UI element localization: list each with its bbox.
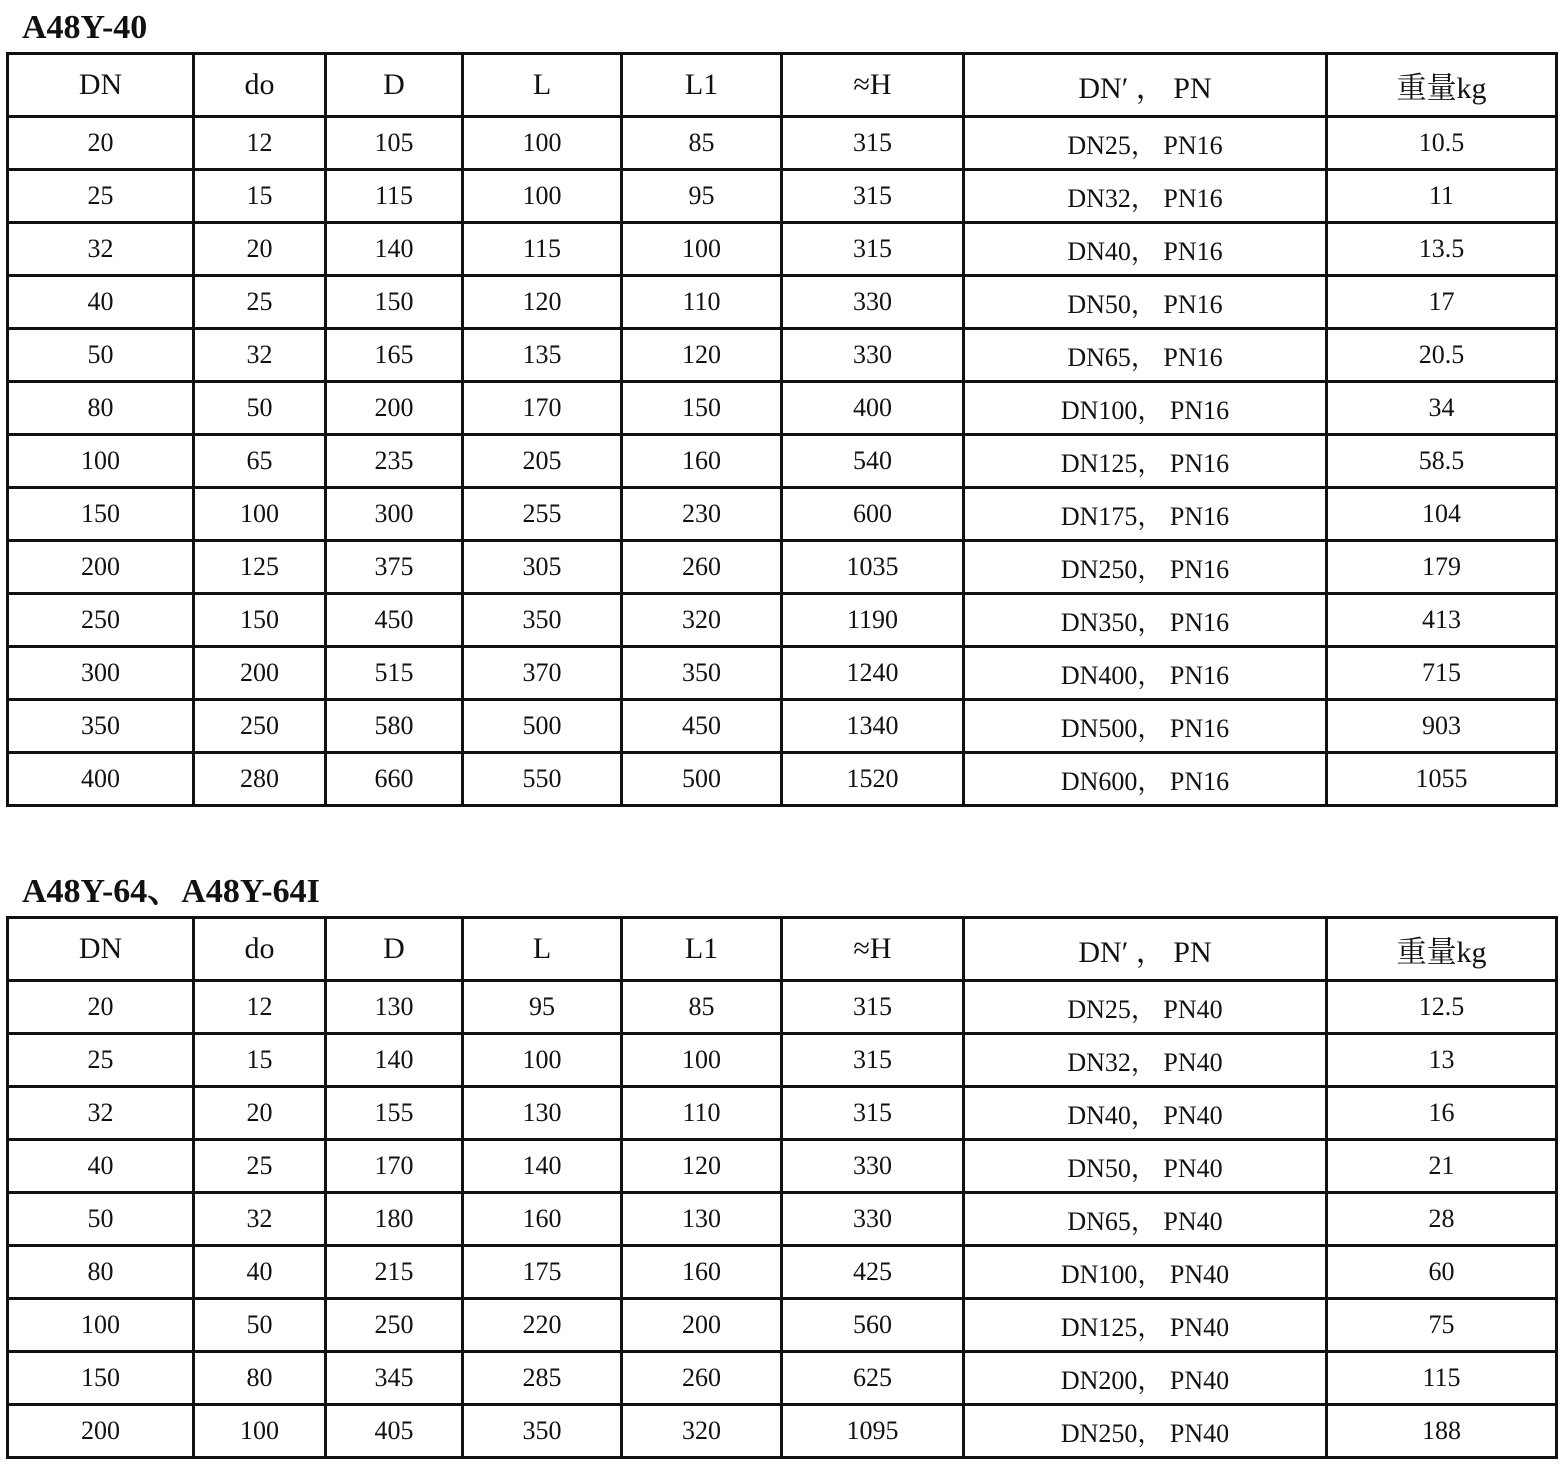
table-cell: DN32， PN40 <box>964 1034 1327 1087</box>
table-cell: 170 <box>326 1140 463 1193</box>
table-cell: 405 <box>326 1405 463 1458</box>
table-row <box>8 170 1557 223</box>
table-cell: 115 <box>463 223 622 276</box>
table-cell: 165 <box>326 329 463 382</box>
table-cell: 12 <box>194 981 326 1034</box>
table-cell: 120 <box>463 276 622 329</box>
column-header: do <box>194 54 326 117</box>
table-cell: 130 <box>622 1193 782 1246</box>
table-cell: 20 <box>8 117 194 170</box>
table-cell: 135 <box>463 329 622 382</box>
table-row <box>8 1140 1557 1193</box>
table-cell: 130 <box>326 981 463 1034</box>
table-cell: 350 <box>463 1405 622 1458</box>
table-cell: 315 <box>782 170 964 223</box>
table-cell: 540 <box>782 435 964 488</box>
table-cell: 450 <box>326 594 463 647</box>
table-row <box>8 329 1557 382</box>
table-cell: 330 <box>782 1193 964 1246</box>
table-cell: 50 <box>8 1193 194 1246</box>
table-cell: DN125， PN40 <box>964 1299 1327 1352</box>
table-cell: 150 <box>8 488 194 541</box>
table-cell: 12.5 <box>1327 981 1557 1034</box>
table-cell: 12 <box>194 117 326 170</box>
column-header: ≈H <box>782 54 964 117</box>
column-header: DN′ ， PN <box>964 54 1327 117</box>
table-cell: 660 <box>326 753 463 806</box>
table-cell: DN40， PN16 <box>964 223 1327 276</box>
column-header: DN′ ， PN <box>964 918 1327 981</box>
table-cell: 188 <box>1327 1405 1557 1458</box>
table-cell: 32 <box>194 1193 326 1246</box>
table-cell: 140 <box>326 1034 463 1087</box>
table-cell: DN350， PN16 <box>964 594 1327 647</box>
table-cell: 400 <box>8 753 194 806</box>
table-cell: 120 <box>622 329 782 382</box>
table-cell: 150 <box>194 594 326 647</box>
table-cell: 200 <box>8 1405 194 1458</box>
table-cell: 104 <box>1327 488 1557 541</box>
table-row <box>8 223 1557 276</box>
column-header: DN <box>8 54 194 117</box>
table-cell: 200 <box>194 647 326 700</box>
table-cell: 400 <box>782 382 964 435</box>
table-cell: DN200， PN40 <box>964 1352 1327 1405</box>
table-cell: 21 <box>1327 1140 1557 1193</box>
table-cell: 11 <box>1327 170 1557 223</box>
table-cell: 250 <box>8 594 194 647</box>
table-row <box>8 276 1557 329</box>
table-cell: 85 <box>622 117 782 170</box>
table-cell: 315 <box>782 1087 964 1140</box>
table-cell: DN25， PN16 <box>964 117 1327 170</box>
table-cell: DN400， PN16 <box>964 647 1327 700</box>
column-header: L1 <box>622 918 782 981</box>
table-cell: 260 <box>622 1352 782 1405</box>
table-cell: 25 <box>8 1034 194 1087</box>
table-cell: 40 <box>8 276 194 329</box>
table-cell: 300 <box>8 647 194 700</box>
table-cell: DN175， PN16 <box>964 488 1327 541</box>
table-cell: 350 <box>463 594 622 647</box>
table-cell: 200 <box>326 382 463 435</box>
table-cell: DN40， PN40 <box>964 1087 1327 1140</box>
table-cell: 100 <box>463 1034 622 1087</box>
table-cell: DN100， PN16 <box>964 382 1327 435</box>
table-cell: DN500， PN16 <box>964 700 1327 753</box>
table-cell: 1035 <box>782 541 964 594</box>
table-cell: DN250， PN16 <box>964 541 1327 594</box>
table-cell: 50 <box>8 329 194 382</box>
table-cell: 150 <box>8 1352 194 1405</box>
table-cell: 220 <box>463 1299 622 1352</box>
table-cell: DN65， PN40 <box>964 1193 1327 1246</box>
table-cell: 235 <box>326 435 463 488</box>
table-cell: 160 <box>463 1193 622 1246</box>
table-cell: 500 <box>463 700 622 753</box>
table-cell: 40 <box>194 1246 326 1299</box>
table-cell: 100 <box>463 170 622 223</box>
column-header: DN <box>8 918 194 981</box>
table-row <box>8 594 1557 647</box>
table-cell: 1240 <box>782 647 964 700</box>
table-row <box>8 753 1557 806</box>
table-cell: 16 <box>1327 1087 1557 1140</box>
table-cell: 75 <box>1327 1299 1557 1352</box>
table-cell: 285 <box>463 1352 622 1405</box>
table-cell: 305 <box>463 541 622 594</box>
table-cell: 200 <box>622 1299 782 1352</box>
table-cell: 13.5 <box>1327 223 1557 276</box>
table-cell: 1095 <box>782 1405 964 1458</box>
table-cell: 32 <box>8 1087 194 1140</box>
table-cell: 130 <box>463 1087 622 1140</box>
table-cell: 260 <box>622 541 782 594</box>
table-cell: 200 <box>8 541 194 594</box>
table-cell: 160 <box>622 1246 782 1299</box>
table-cell: 34 <box>1327 382 1557 435</box>
table-cell: 50 <box>194 382 326 435</box>
table-cell: 1190 <box>782 594 964 647</box>
table-cell: DN250， PN40 <box>964 1405 1327 1458</box>
table-cell: 450 <box>622 700 782 753</box>
table-row <box>8 435 1557 488</box>
table-cell: 625 <box>782 1352 964 1405</box>
spec-table <box>6 52 1558 807</box>
table-cell: 140 <box>463 1140 622 1193</box>
spec-table <box>6 916 1558 1459</box>
table-cell: 320 <box>622 594 782 647</box>
table-cell: 315 <box>782 1034 964 1087</box>
table-cell: DN25， PN40 <box>964 981 1327 1034</box>
table-row <box>8 647 1557 700</box>
table-cell: 40 <box>8 1140 194 1193</box>
table-cell: DN65， PN16 <box>964 329 1327 382</box>
table-cell: 115 <box>1327 1352 1557 1405</box>
column-header: do <box>194 918 326 981</box>
table-cell: 95 <box>463 981 622 1034</box>
table-cell: 80 <box>194 1352 326 1405</box>
column-header: L <box>463 54 622 117</box>
table-cell: 350 <box>622 647 782 700</box>
table-cell: 180 <box>326 1193 463 1246</box>
table-cell: 28 <box>1327 1193 1557 1246</box>
table-cell: 100 <box>194 488 326 541</box>
table-cell: 80 <box>8 1246 194 1299</box>
table-cell: 300 <box>326 488 463 541</box>
table-cell: 20.5 <box>1327 329 1557 382</box>
table-cell: 140 <box>326 223 463 276</box>
table-cell: 375 <box>326 541 463 594</box>
column-header: ≈H <box>782 918 964 981</box>
table-cell: 1055 <box>1327 753 1557 806</box>
table-cell: 25 <box>194 1140 326 1193</box>
table-cell: 215 <box>326 1246 463 1299</box>
table-cell: 110 <box>622 1087 782 1140</box>
table-cell: 903 <box>1327 700 1557 753</box>
table-cell: 15 <box>194 170 326 223</box>
table-cell: 50 <box>194 1299 326 1352</box>
table-cell: 550 <box>463 753 622 806</box>
table-cell: 100 <box>622 223 782 276</box>
table-row <box>8 1352 1557 1405</box>
table-cell: 413 <box>1327 594 1557 647</box>
table-cell: 280 <box>194 753 326 806</box>
table-cell: 100 <box>8 435 194 488</box>
table-cell: 25 <box>8 170 194 223</box>
table-cell: 100 <box>463 117 622 170</box>
table-cell: 1340 <box>782 700 964 753</box>
table-cell: 20 <box>194 223 326 276</box>
header-row <box>8 54 1557 117</box>
table-cell: 345 <box>326 1352 463 1405</box>
table-cell: 150 <box>326 276 463 329</box>
table-cell: 160 <box>622 435 782 488</box>
table-cell: DN600， PN16 <box>964 753 1327 806</box>
table-cell: 65 <box>194 435 326 488</box>
table-cell: DN100， PN40 <box>964 1246 1327 1299</box>
table-cell: 15 <box>194 1034 326 1087</box>
table-cell: 120 <box>622 1140 782 1193</box>
table-cell: DN32， PN16 <box>964 170 1327 223</box>
table-row <box>8 700 1557 753</box>
table-row <box>8 1193 1557 1246</box>
table-cell: 250 <box>194 700 326 753</box>
table-row <box>8 1299 1557 1352</box>
table-cell: 425 <box>782 1246 964 1299</box>
column-header: L1 <box>622 54 782 117</box>
table-cell: 17 <box>1327 276 1557 329</box>
table-cell: 105 <box>326 117 463 170</box>
table-cell: 125 <box>194 541 326 594</box>
table-cell: 175 <box>463 1246 622 1299</box>
table-row <box>8 1087 1557 1140</box>
table-cell: 13 <box>1327 1034 1557 1087</box>
table-row <box>8 981 1557 1034</box>
table-cell: 32 <box>194 329 326 382</box>
table-cell: 85 <box>622 981 782 1034</box>
table-cell: 205 <box>463 435 622 488</box>
table-cell: 100 <box>194 1405 326 1458</box>
column-header: 重量kg <box>1327 918 1557 981</box>
table-cell: 330 <box>782 329 964 382</box>
table-cell: 250 <box>326 1299 463 1352</box>
section-title: A48Y-40 <box>22 9 148 46</box>
table-cell: 330 <box>782 1140 964 1193</box>
table-cell: 315 <box>782 117 964 170</box>
table-cell: DN125， PN16 <box>964 435 1327 488</box>
table-row <box>8 1405 1557 1458</box>
table-cell: 500 <box>622 753 782 806</box>
section-title: A48Y-64、A48Y-64I <box>22 873 320 910</box>
table-cell: 115 <box>326 170 463 223</box>
table-cell: 32 <box>8 223 194 276</box>
table-cell: 100 <box>622 1034 782 1087</box>
table-cell: 25 <box>194 276 326 329</box>
table-cell: 580 <box>326 700 463 753</box>
table-cell: 330 <box>782 276 964 329</box>
table-cell: DN50， PN16 <box>964 276 1327 329</box>
table-cell: 320 <box>622 1405 782 1458</box>
table-row <box>8 1246 1557 1299</box>
table-cell: 315 <box>782 981 964 1034</box>
table-cell: 600 <box>782 488 964 541</box>
table-cell: 110 <box>622 276 782 329</box>
table-cell: 179 <box>1327 541 1557 594</box>
table-cell: 255 <box>463 488 622 541</box>
table-cell: 350 <box>8 700 194 753</box>
table-cell: 60 <box>1327 1246 1557 1299</box>
table-cell: 370 <box>463 647 622 700</box>
table-row <box>8 488 1557 541</box>
table-cell: 10.5 <box>1327 117 1557 170</box>
table-cell: 230 <box>622 488 782 541</box>
table-cell: 715 <box>1327 647 1557 700</box>
table-row <box>8 382 1557 435</box>
column-header: D <box>326 54 463 117</box>
table-row <box>8 541 1557 594</box>
column-header: L <box>463 918 622 981</box>
table-cell: 155 <box>326 1087 463 1140</box>
column-header: D <box>326 918 463 981</box>
table-cell: 100 <box>8 1299 194 1352</box>
column-header: 重量kg <box>1327 54 1557 117</box>
table-cell: 20 <box>194 1087 326 1140</box>
table-cell: 170 <box>463 382 622 435</box>
table-row <box>8 1034 1557 1087</box>
table-cell: 315 <box>782 223 964 276</box>
table-cell: 560 <box>782 1299 964 1352</box>
table-cell: 80 <box>8 382 194 435</box>
table-cell: 515 <box>326 647 463 700</box>
table-cell: 1520 <box>782 753 964 806</box>
table-cell: 20 <box>8 981 194 1034</box>
table-row <box>8 117 1557 170</box>
header-row <box>8 918 1557 981</box>
table-cell: DN50， PN40 <box>964 1140 1327 1193</box>
table-cell: 95 <box>622 170 782 223</box>
table-cell: 58.5 <box>1327 435 1557 488</box>
table-cell: 150 <box>622 382 782 435</box>
